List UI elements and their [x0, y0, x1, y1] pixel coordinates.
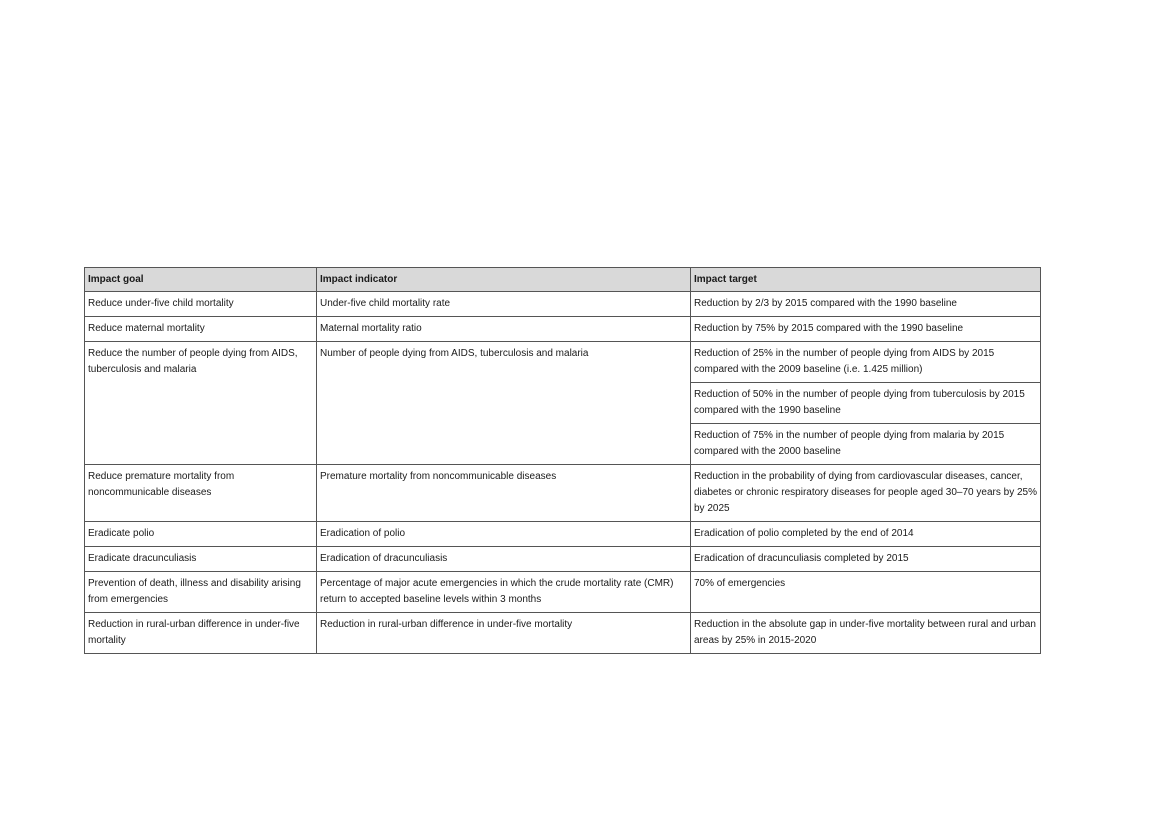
- table-row: [85, 342, 1041, 383]
- goal-cell: Eradicate polio: [85, 522, 317, 547]
- target-cell: Reduction by 2/3 by 2015 compared with the 1990 baseline: [691, 292, 1041, 317]
- target-cell: Eradication of dracunculiasis completed by 2015: [691, 547, 1041, 572]
- indicator-cell: Premature mortality from noncommunicable diseases: [317, 465, 691, 522]
- indicator-cell: Maternal mortality ratio: [317, 317, 691, 342]
- target-cell: Reduction by 75% by 2015 compared with the 1990 baseline: [691, 317, 1041, 342]
- table-header-row: [85, 268, 1041, 292]
- indicator-cell: Reduction in rural-urban difference in under-five mortality: [317, 613, 691, 654]
- goal-cell: Eradicate dracunculiasis: [85, 547, 317, 572]
- table-row: [85, 317, 1041, 342]
- target-cell: Reduction in the probability of dying from cardiovascular diseases, cancer, diabetes or chronic respiratory diseases for people aged 30–70 years by 25% by 2025: [691, 465, 1041, 522]
- goal-cell: Reduce premature mortality from noncommunicable diseases: [85, 465, 317, 522]
- target-cell: Eradication of polio completed by the end of 2014: [691, 522, 1041, 547]
- target-cell: Reduction of 25% in the number of people dying from AIDS by 2015 compared with the 2009 baseline (i.e. 1.425 million): [691, 342, 1041, 383]
- header-impact-target: Impact target: [691, 268, 1041, 292]
- goal-cell: Reduce the number of people dying from AIDS, tuberculosis and malaria: [85, 342, 317, 465]
- table-row: [85, 522, 1041, 547]
- goal-cell: Reduce under-five child mortality: [85, 292, 317, 317]
- indicator-cell: Number of people dying from AIDS, tuberculosis and malaria: [317, 342, 691, 465]
- table-row: [85, 613, 1041, 654]
- indicator-cell: Percentage of major acute emergencies in which the crude mortality rate (CMR) return to accepted baseline levels within 3 months: [317, 572, 691, 613]
- table-row: [85, 465, 1041, 522]
- target-cell: 70% of emergencies: [691, 572, 1041, 613]
- goal-cell: Prevention of death, illness and disability arising from emergencies: [85, 572, 317, 613]
- indicator-cell: Under-five child mortality rate: [317, 292, 691, 317]
- goal-cell: Reduce maternal mortality: [85, 317, 317, 342]
- header-impact-goal: Impact goal: [85, 268, 317, 292]
- target-cell: Reduction in the absolute gap in under-five mortality between rural and urban areas by 25% in 2015-2020: [691, 613, 1041, 654]
- target-cell: Reduction of 50% in the number of people dying from tuberculosis by 2015 compared with the 1990 baseline: [691, 383, 1041, 424]
- target-cell: Reduction of 75% in the number of people dying from malaria by 2015 compared with the 2000 baseline: [691, 424, 1041, 465]
- impact-table: [84, 267, 1041, 654]
- table-row: [85, 572, 1041, 613]
- goal-cell: Reduction in rural-urban difference in under-five mortality: [85, 613, 317, 654]
- table-row: [85, 547, 1041, 572]
- indicator-cell: Eradication of dracunculiasis: [317, 547, 691, 572]
- indicator-cell: Eradication of polio: [317, 522, 691, 547]
- header-impact-indicator: Impact indicator: [317, 268, 691, 292]
- table-row: [85, 292, 1041, 317]
